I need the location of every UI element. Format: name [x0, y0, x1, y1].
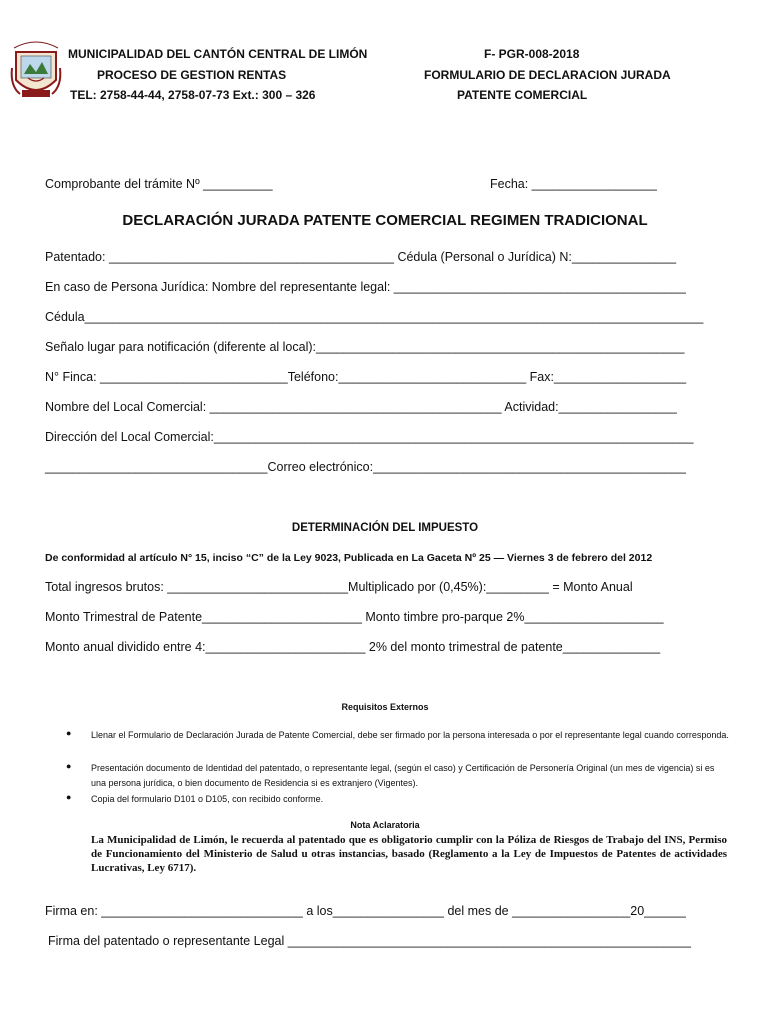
- firma-patentado-field: Firma del patentado o representante Legal __________________________________________________________: [48, 934, 691, 948]
- header-municipality: MUNICIPALIDAD DEL CANTÓN CENTRAL DE LIMÓN: [68, 47, 368, 61]
- nota-heading: Nota Aclaratoria: [350, 820, 420, 830]
- header-phone: TEL: 2758-44-44, 2758-07-73 Ext.: 300 – 326: [70, 88, 316, 102]
- correo-field: ________________________________Correo electrónico:_____________________________________________: [45, 460, 686, 474]
- firma-en-field: Firma en: _____________________________ a los________________ del mes de _________________20______: [45, 904, 686, 918]
- municipal-seal-logo: [8, 34, 64, 106]
- local-actividad-field: Nombre del Local Comercial: __________________________________________ Actividad:_________________: [45, 400, 677, 414]
- header-form-code: F- PGR-008-2018: [484, 47, 580, 61]
- ingresos-line: Total ingresos brutos: __________________________Multiplicado por (0,45%):_________ = Monto Anual: [45, 580, 633, 594]
- bullet-icon: ●: [66, 792, 72, 802]
- impuesto-heading: DETERMINACIÓN DEL IMPUESTO: [291, 522, 479, 534]
- representante-field: En caso de Persona Jurídica: Nombre del representante legal: __________________________________________: [45, 280, 686, 294]
- comprobante-field: Comprobante del trámite Nº __________: [45, 177, 273, 191]
- requisitos-heading: Requisitos Externos: [341, 702, 429, 712]
- header-process: PROCESO DE GESTION RENTAS: [97, 68, 287, 82]
- bullet-icon: ●: [66, 761, 72, 771]
- header-form-name: FORMULARIO DE DECLARACION JURADA: [424, 68, 671, 82]
- cedula-field: Cédula_________________________________________________________________________________________: [45, 310, 704, 324]
- fecha-field: Fecha: __________________: [490, 177, 657, 191]
- document-title: DECLARACIÓN JURADA PATENTE COMERCIAL REGIMEN TRADICIONAL: [122, 212, 648, 229]
- notificacion-field: Señalo lugar para notificación (diferente al local):_____________________________________________________: [45, 340, 685, 354]
- requisito-item: Presentación documento de Identidad del patentado, o representante legal, (según el caso) y Certificación de Personería Original (un mes de vigencia) si es una persona jurídica, o bien documento de Residencia si es extranjero (Vigentes).: [91, 763, 715, 788]
- anual-dividido-line: Monto anual dividido entre 4:_______________________ 2% del monto trimestral de patente______________: [45, 640, 661, 654]
- ley-reference: De conformidad al artículo N° 15, inciso “C” de la Ley 9023, Publicada en La Gaceta Nº 25 — Viernes 3 de febrero del 2012: [45, 552, 653, 564]
- bullet-icon: ●: [66, 728, 72, 738]
- trimestral-line: Monto Trimestral de Patente_______________________ Monto timbre pro-parque 2%____________________: [45, 610, 664, 624]
- header-form-type: PATENTE COMERCIAL: [457, 88, 588, 102]
- patentado-field: Patentado: _________________________________________ Cédula (Personal o Jurídica) N:_______________: [45, 250, 677, 264]
- requisito-item: Copia del formulario D101 o D105, con recibido conforme.: [91, 794, 324, 804]
- nota-text: La Municipalidad de Limón, le recuerda al patentado que es obligatorio cumplir con la Póliza de Riesgos de Trabajo del INS, Permiso de Funcionamiento del Ministerio de Salud u otras instancias, basado (Reglamento a la Ley de Impuestos de Patentes de actividades Lucrativas, Ley 6717).: [91, 834, 727, 874]
- requisito-item: Llenar el Formulario de Declaración Jurada de Patente Comercial, debe ser firmado por la persona interesada o por el representante legal cuando corresponda.: [91, 730, 729, 740]
- direccion-field: Dirección del Local Comercial:_____________________________________________________________________: [45, 430, 694, 444]
- finca-telefono-fax-field: N° Finca: ___________________________Teléfono:___________________________ Fax:___________________: [45, 370, 687, 384]
